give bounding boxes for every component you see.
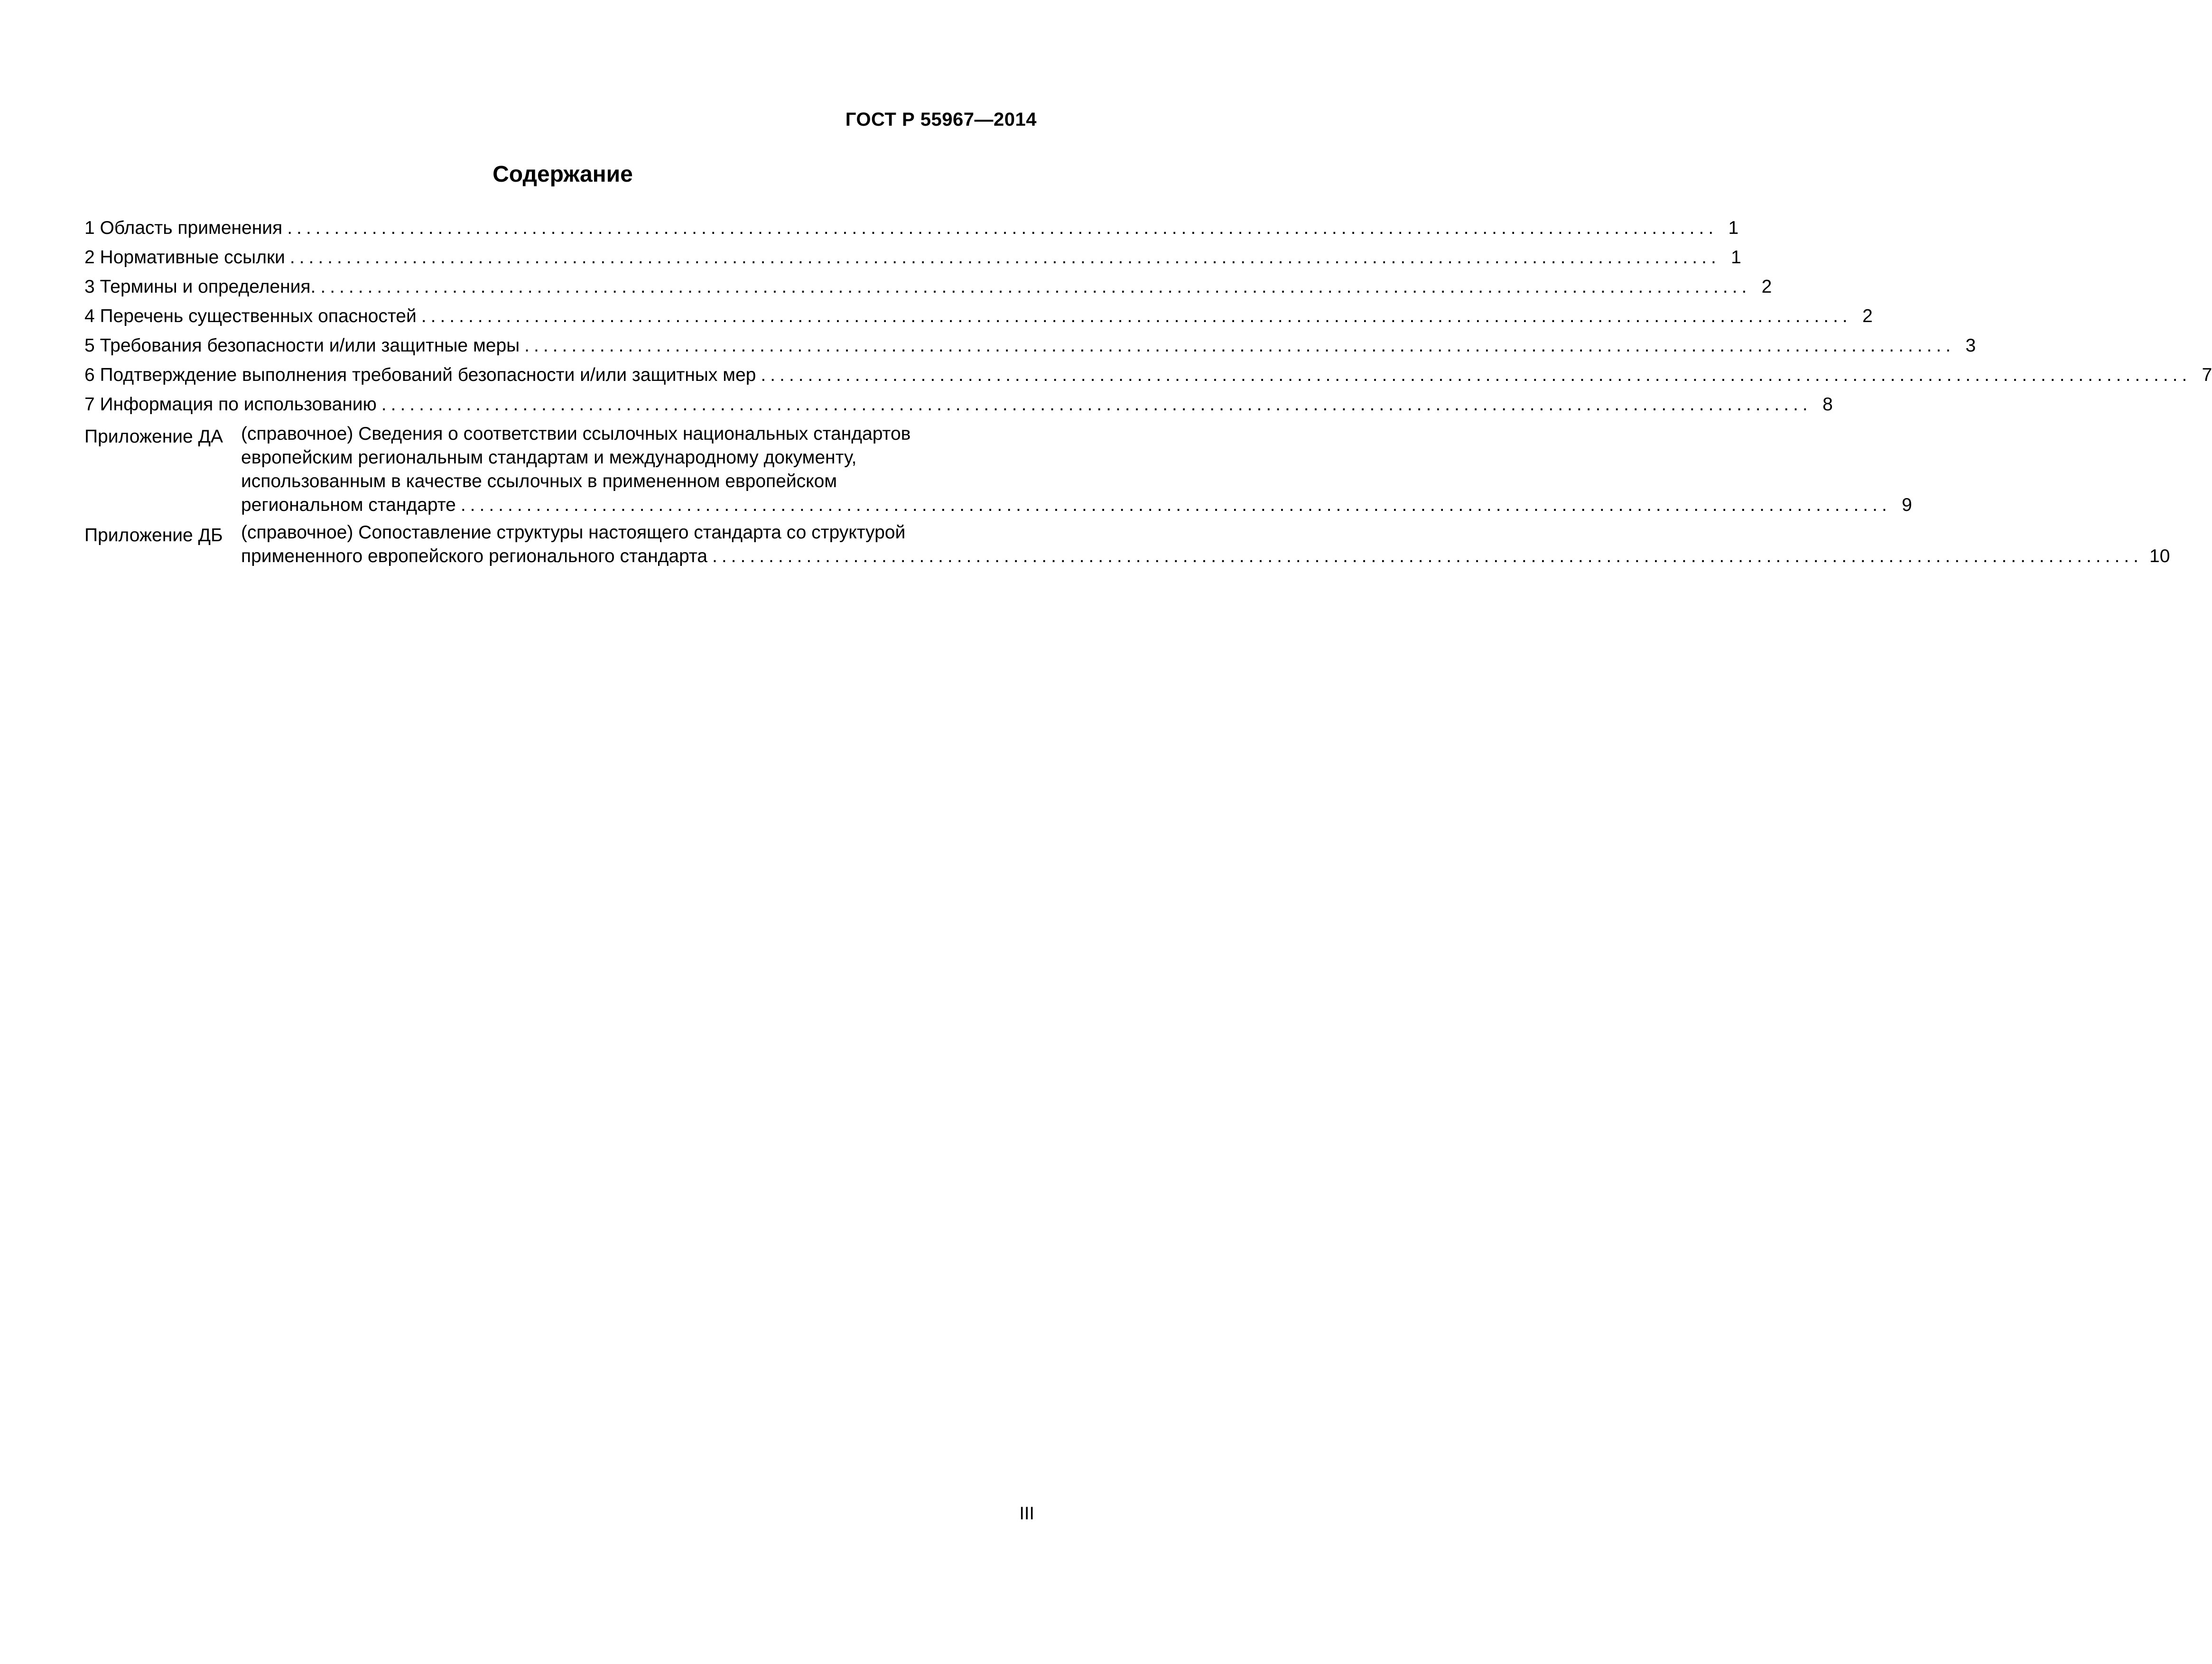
toc-entry[interactable]: [84, 361, 2212, 390]
toc-annex-entry[interactable]: [84, 521, 2170, 568]
table-of-contents: [84, 213, 2212, 568]
toc-entry-page: 9: [1902, 495, 1912, 515]
annex-title-line: (справочное) Сведения о соответствии ссылочных национальных стандартов: [241, 424, 911, 444]
annex-prefix: Приложение ДБ: [84, 525, 223, 545]
annex-title-line: европейским региональным стандартам и международному документу,: [241, 447, 857, 468]
annex-prefix: Приложение ДА: [84, 426, 223, 447]
toc-entry-page: 1: [1728, 218, 1739, 238]
dot-leader: ........................................................................................................................................................: [460, 495, 1891, 515]
toc-entry[interactable]: [84, 243, 1741, 272]
toc-entry-label: 3 Термины и определения.: [84, 277, 316, 297]
annex-title-last-line: примененного европейского регионального стандарта: [241, 546, 707, 566]
document-code: ГОСТ Р 55967—2014: [845, 109, 1037, 130]
page-number: III: [1019, 1504, 1034, 1524]
toc-entry-label: 5 Требования безопасности и/или защитные меры: [84, 335, 520, 356]
toc-entry[interactable]: [84, 213, 1739, 243]
annex-title-line: использованным в качестве ссылочных в примененном европейском: [241, 471, 837, 491]
annex-title: [241, 422, 1912, 517]
toc-entry[interactable]: [84, 331, 1976, 361]
toc-entry-label: 4 Перечень существенных опасностей: [84, 306, 417, 326]
toc-entry-page: 2: [1761, 277, 1772, 297]
toc-entry-label: 6 Подтверждение выполнения требований безопасности и/или защитных мер: [84, 365, 756, 385]
dot-leader: ........................................................................................................................................................: [421, 306, 1852, 326]
toc-entry-label: 7 Информация по использованию: [84, 394, 377, 415]
toc-entry[interactable]: [84, 390, 1833, 419]
dot-leader: ........................................................................................................................................................: [381, 394, 1812, 415]
toc-entry[interactable]: [84, 302, 1873, 331]
dot-leader: ........................................................................................................................................................: [761, 365, 2192, 385]
dot-leader: ........................................................................................................................................................: [287, 218, 1718, 238]
annex-title-line: (справочное) Сопоставление структуры настоящего стандарта со структурой: [241, 522, 906, 543]
dot-leader: ........................................................................................................................................................: [289, 247, 1720, 268]
toc-entry[interactable]: [84, 272, 1772, 302]
toc-entry-page: 3: [1965, 335, 1976, 356]
toc-annex-entry[interactable]: [84, 422, 1912, 517]
toc-entry-label: 2 Нормативные ссылки: [84, 247, 285, 268]
toc-entry-page: 8: [1822, 394, 1833, 415]
annex-title-last-line: региональном стандарте: [241, 495, 456, 515]
toc-entry-page: 10: [2149, 546, 2170, 566]
toc-entry-label: 1 Область применения: [84, 218, 283, 238]
dot-leader: ........................................................................................................................................................: [524, 335, 1955, 356]
toc-title: Содержание: [493, 162, 633, 187]
toc-entry-page: 2: [1862, 306, 1873, 326]
annex-title: [241, 521, 2170, 568]
dot-leader: ........................................................................................................................................................: [712, 546, 2143, 566]
dot-leader: ........................................................................................................................................................: [320, 277, 1751, 297]
toc-entry-page: 1: [1731, 247, 1741, 268]
toc-entry-page: 7: [2202, 365, 2212, 385]
